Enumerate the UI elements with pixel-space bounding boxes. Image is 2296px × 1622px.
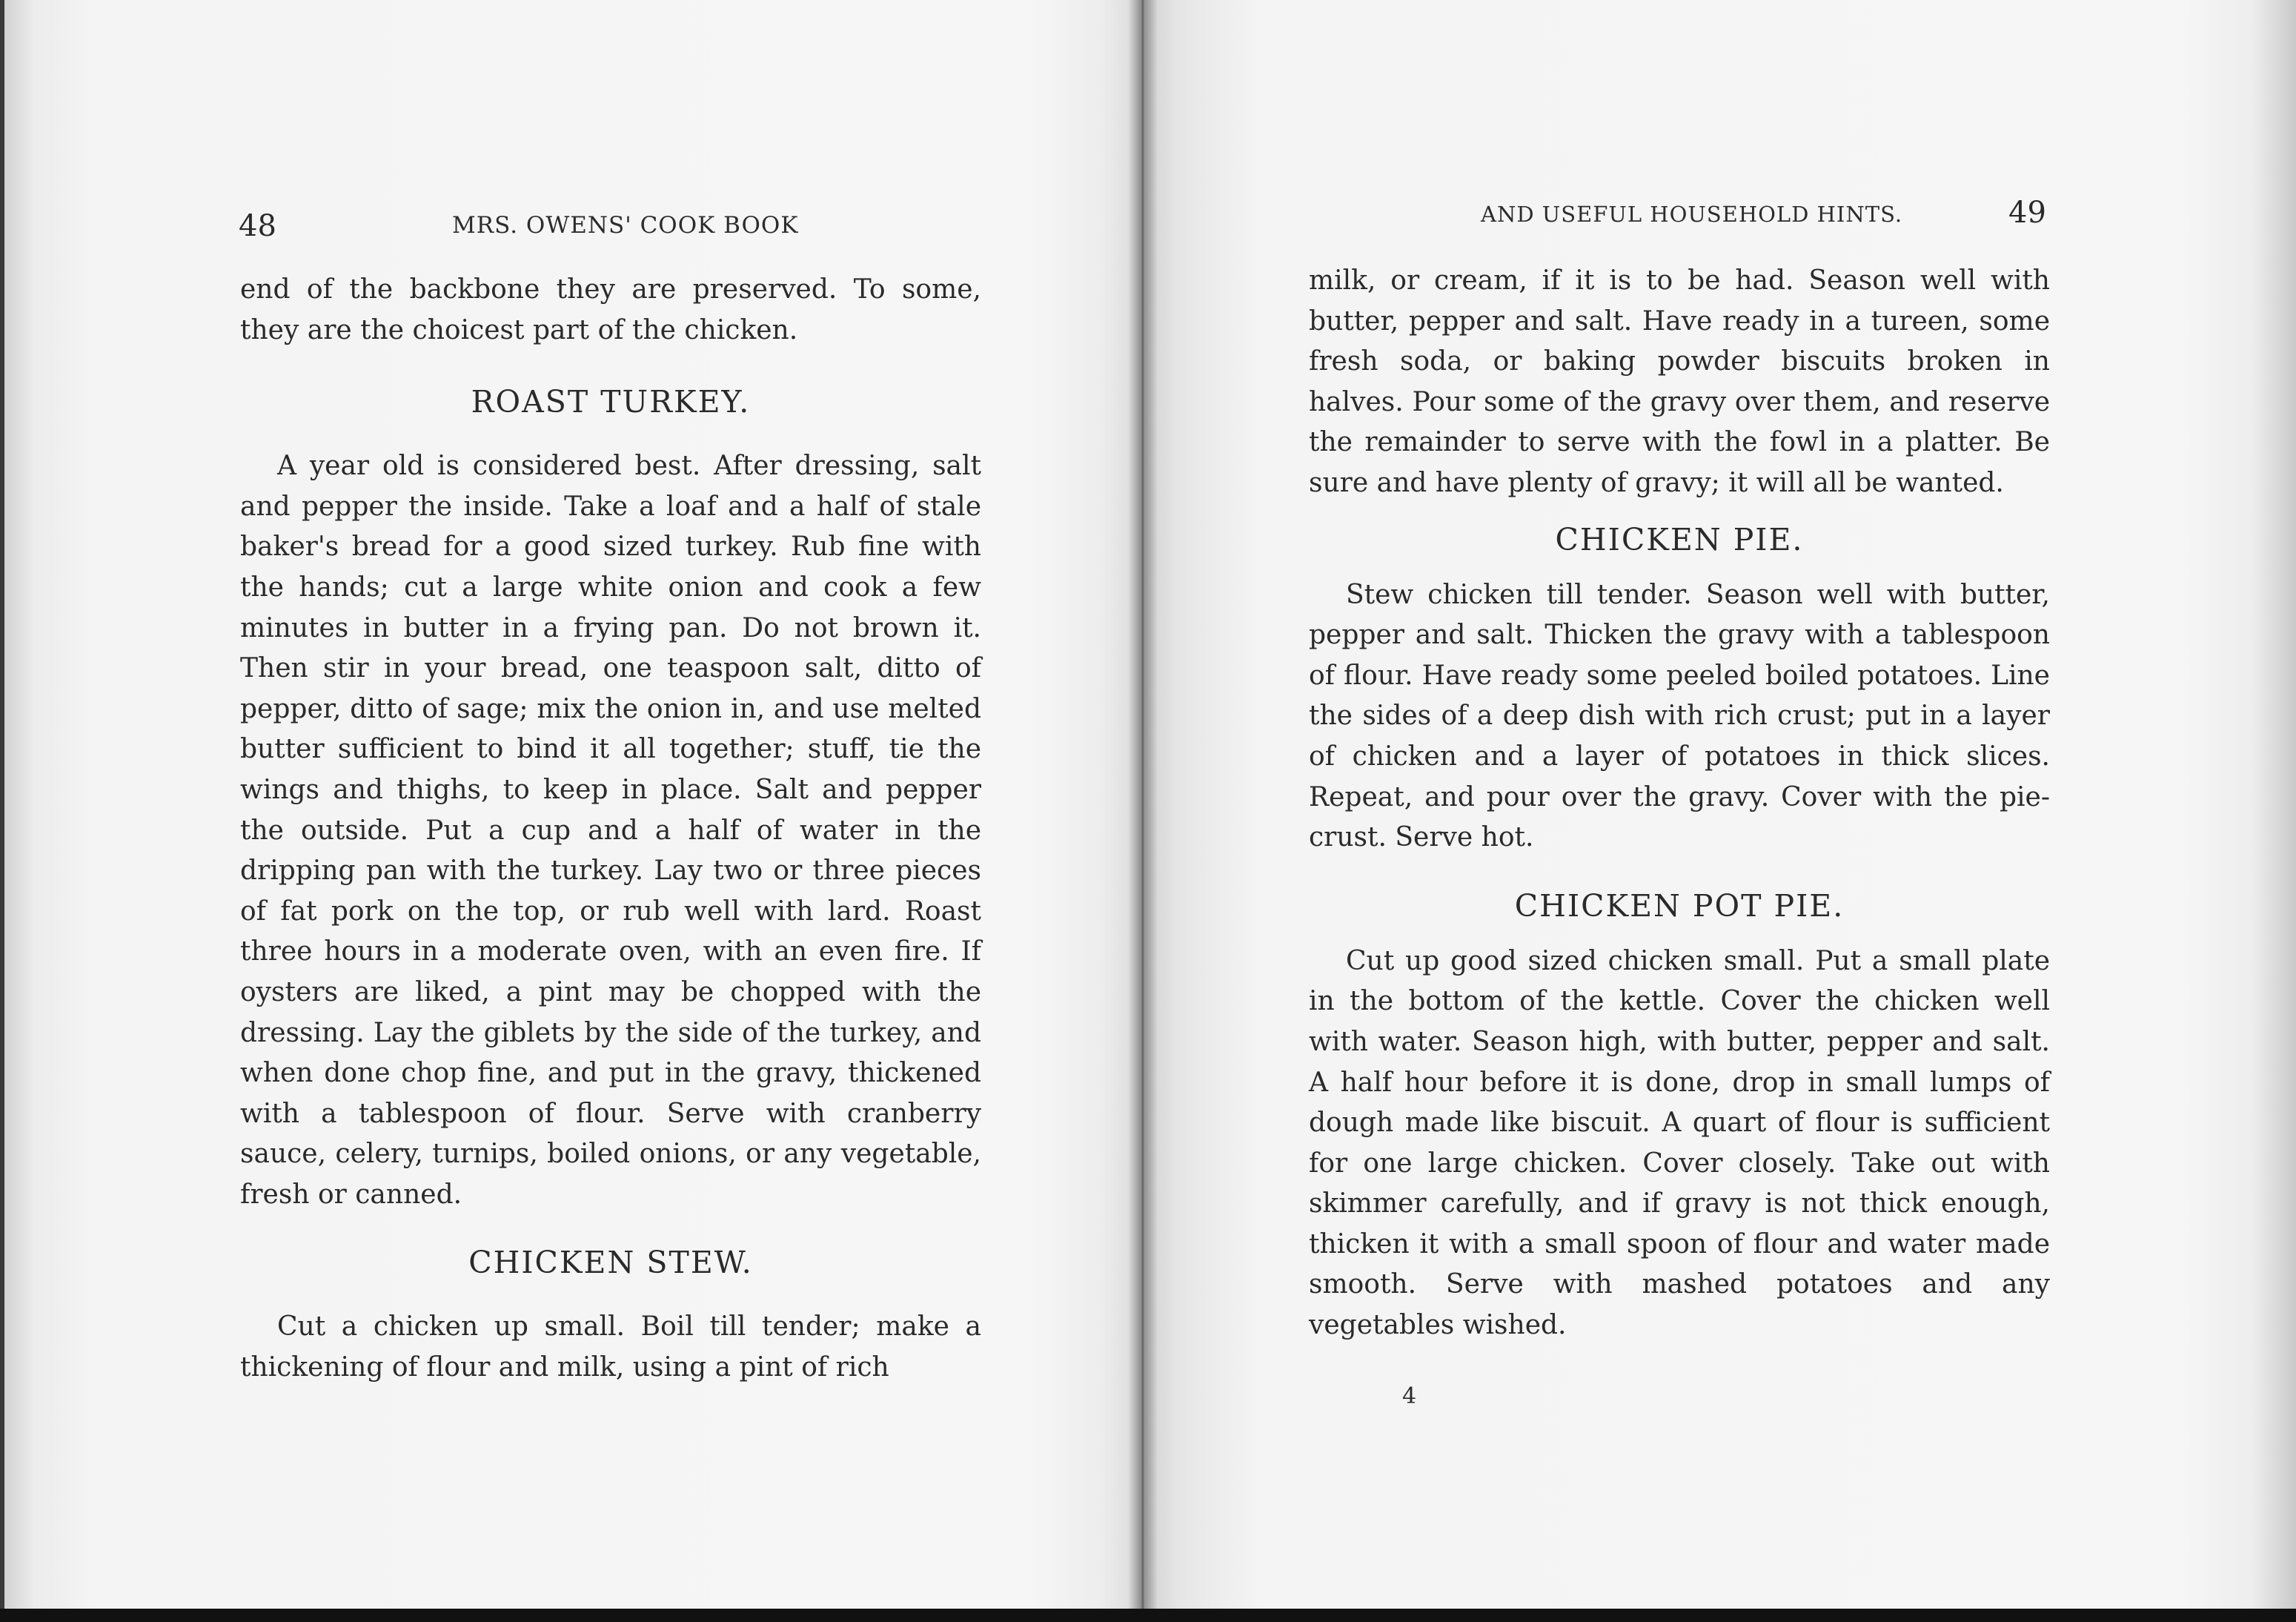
section-body-chicken-stew: Cut a chicken up small. Boil till tender; make a thickening of flour and milk, using a pint of rich bbox=[240, 1311, 981, 1383]
left-page bbox=[0, 0, 1141, 1622]
continuation-text: end of the backbone they are preserved. To some, they are the choicest part of the chicken. bbox=[240, 274, 981, 345]
section-heading-chicken-pot-pie: CHICKEN POT PIE. bbox=[1514, 887, 1845, 924]
right-page bbox=[1141, 0, 2296, 1622]
scan-bottom-edge bbox=[0, 1609, 2296, 1622]
page-number-left: 48 bbox=[239, 209, 276, 243]
signature-mark: 4 bbox=[1402, 1383, 1417, 1409]
right-text-block bbox=[1309, 261, 2050, 1346]
continuation-text: milk, or cream, if it is to be had. Season well with butter, pepper and salt. Have ready in a tureen, some fresh soda, or baking powder biscuits broken in halves. Pour some of the gravy over them, and reserve the remainder to serve with the fowl in a platter. Be sure and have plenty of gravy; it will all be wanted. bbox=[1309, 265, 2050, 498]
running-head-left: MRS. OWENS' COOK BOOK bbox=[452, 212, 799, 239]
running-head-right: AND USEFUL HOUSEHOLD HINTS. bbox=[1481, 202, 1903, 227]
section-heading-roast-turkey: ROAST TURKEY. bbox=[471, 384, 751, 420]
section-body-roast-turkey: A year old is considered best. After dressing, salt and pepper the inside. Take a loaf and a half of stale baker's bread for a good sized turkey. Rub fine with the hands; cut a large white onion and cook a few minutes in butter in a frying pan. Do not brown it. Then stir in your bread, one teaspoon salt, ditto of pepper, ditto of sage; mix the onion in, and use melted butter sufficient to bind it all together; stuff, tie the wings and thighs, to keep in place. Salt and pepper the outside. Put a cup and a half of water in the dripping pan with the turkey. Lay two or three pieces of fat pork on the top, or rub well with lard. Roast three hours in a moderate oven, with an even fire. If oysters are liked, a pint may be chopped with the dressing. Lay the giblets by the side of the turkey, and when done chop fine, and put in the gravy, thickened with a tablespoon of flour. Serve with cranberry sauce, celery, turnips, boiled onions, or any vegetable, fresh or canned. bbox=[240, 451, 981, 1210]
section-heading-chicken-pie: CHICKEN PIE. bbox=[1555, 521, 1804, 557]
left-text-block bbox=[240, 270, 981, 1388]
page-number-right: 49 bbox=[2008, 196, 2046, 230]
section-body-chicken-pie: Stew chicken till tender. Season well with butter, pepper and salt. Thicken the gravy with a tablespoon of flour. Have ready some peeled boiled potatoes. Line the sides of a deep dish with rich crust; put in a layer of chicken and a layer of potatoes in thick slices. Repeat, and pour over the gravy. Cover with the pie-crust. Serve hot. bbox=[1309, 579, 2050, 853]
section-heading-chicken-stew: CHICKEN STEW. bbox=[468, 1245, 753, 1281]
section-body-chicken-pot-pie: Cut up good sized chicken small. Put a small plate in the bottom of the kettle. Cover the chicken well with water. Season high, with butter, pepper and salt. A half hour before it is done, drop in small lumps of dough made like biscuit. A quart of flour is sufficient for one large chicken. Cover closely. Take out with skimmer carefully, and if gravy is not thick enough, thicken it with a small spoon of flour and water made smooth. Serve with mashed potatoes and any vegetables wished. bbox=[1309, 945, 2050, 1341]
book-gutter bbox=[1128, 0, 1158, 1622]
